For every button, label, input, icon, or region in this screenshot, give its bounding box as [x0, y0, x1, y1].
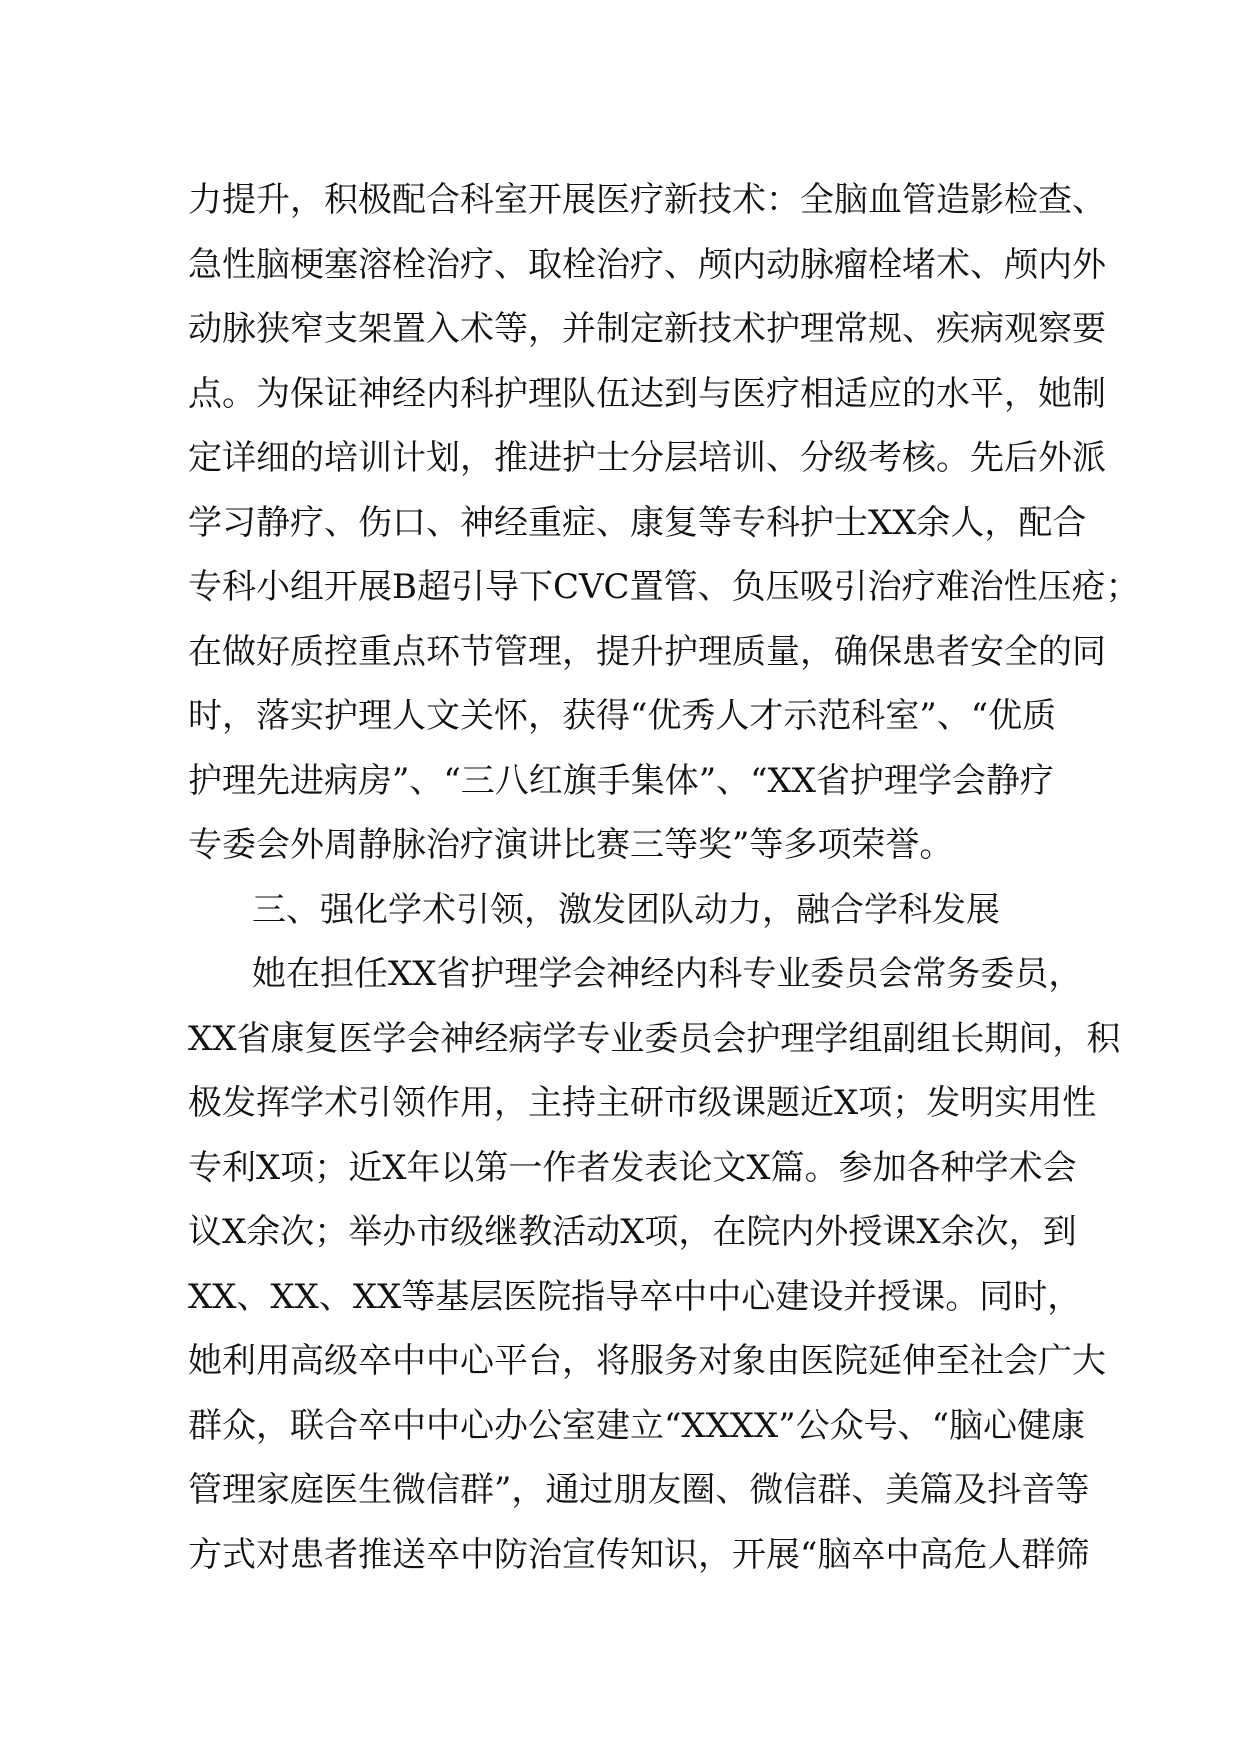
text-line: 她利用高级卒中中心平台，将服务对象由医院延伸至社会广大 — [188, 1341, 1106, 1381]
document-body — [188, 168, 1140, 1587]
text-line: 极发挥学术引领作用，主持主研市级课题近X项；发明实用性 — [188, 1083, 1097, 1123]
paragraph-first-line: 她在担任XX省护理学会神经内科专业委员会常务委员， — [252, 954, 1083, 994]
text-line: 学习静疗、伤口、神经重症、康复等专科护士XX余人，配合 — [188, 502, 1087, 543]
text-line: XX省康复医学会神经病学专业委员会护理学组副组长期间，积 — [188, 1018, 1121, 1059]
text-line: 在做好质控重点环节管理，提升护理质量，确保患者安全的同 — [188, 631, 1106, 672]
text-line: 方式对患者推送卒中防治宣传知识，开展“脑卒中高危人群筛 — [188, 1534, 1090, 1575]
text-line: 专委会外周静脉治疗演讲比赛三等奖”等多项荣誉。 — [188, 825, 954, 865]
text-line: 议X余次；举办市级继教活动X项，在院内外授课X余次，到 — [188, 1212, 1077, 1252]
text-line: 点。为保证神经内科护理队伍达到与医疗相适应的水平，她制 — [188, 373, 1106, 414]
text-line: 力提升，积极配合科室开展医疗新技术：全脑血管造影检查、 — [188, 180, 1106, 220]
text-line: 管理家庭医生微信群”，通过朋友圈、微信群、美篇及抖音等 — [188, 1470, 1090, 1510]
text-line: 动脉狭窄支架置入术等，并制定新技术护理常规、疾病观察要 — [188, 309, 1106, 349]
text-line: 定详细的培训计划，推进护士分层培训、分级考核。先后外派 — [188, 438, 1106, 478]
text-line: XX、XX、XX等基层医院指导卒中中心建设并授课。同时， — [188, 1276, 1082, 1317]
text-line: 专利X项；近X年以第一作者发表论文X篇。参加各种学术会 — [188, 1147, 1077, 1188]
text-line: 时，落实护理人文关怀，获得“优秀人才示范科室”、“优质 — [188, 696, 1057, 736]
text-line: 急性脑梗塞溶栓治疗、取栓治疗、颅内动脉瘤栓堵术、颅内外 — [188, 244, 1106, 285]
text-line: 护理先进病房”、“三八红旗手集体”、“XX省护理学会静疗 — [188, 760, 1054, 801]
text-line: 群众，联合卒中中心办公室建立“XXXX”公众号、“脑心健康 — [188, 1405, 1085, 1446]
text-line: 专科小组开展B超引导下CVC置管、负压吸引治疗难治性压疮； — [188, 567, 1140, 607]
section-heading: 三、强化学术引领，激发团队动力，融合学科发展 — [252, 889, 1000, 930]
